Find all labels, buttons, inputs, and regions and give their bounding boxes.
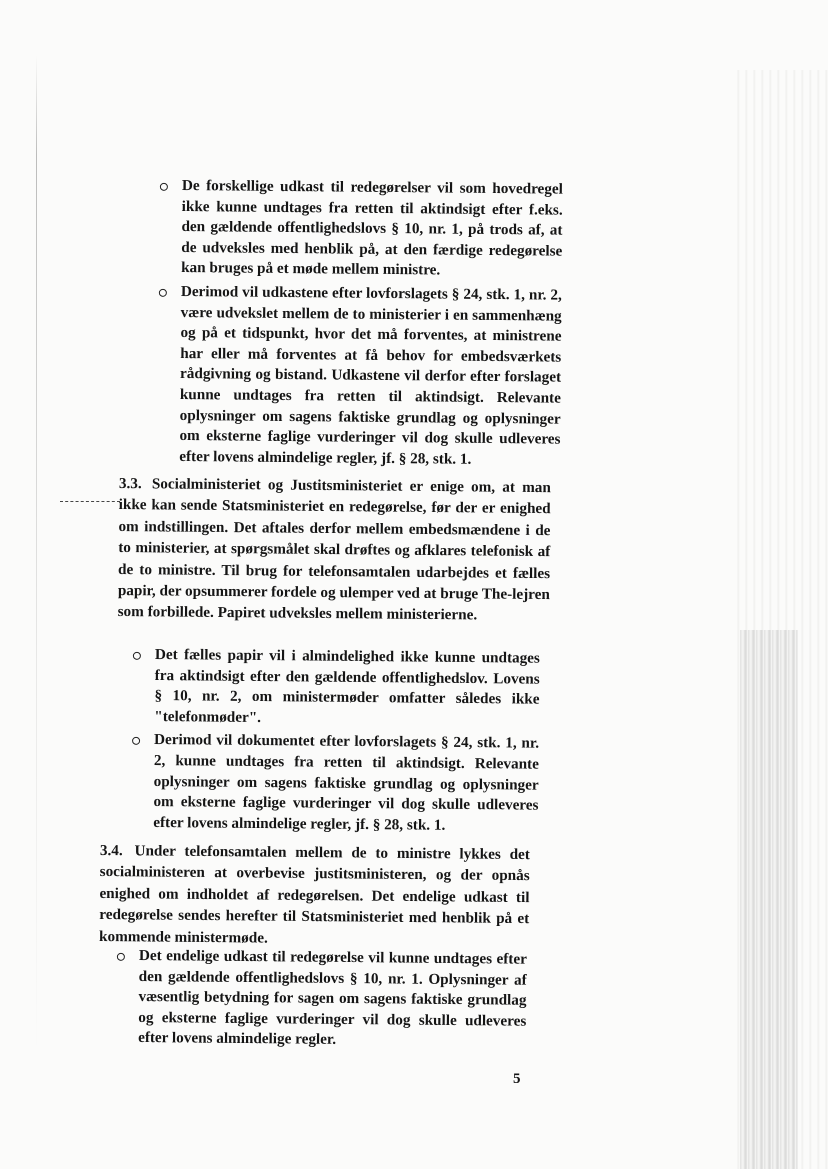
bullet-text: Derimod vil dokumentet efter lovforslagets § 24, stk. 1, nr. 2, kunne undtages fra retten til aktindsigt. Relevante oplysninger om sagens faktiske grundlag og oplysninger om eksterne faglige vurderinger vil dog skulle udleveres efter lovens almindelige regler, jf. § 28, stk. 1. bbox=[153, 731, 540, 834]
section-paragraph bbox=[118, 473, 551, 627]
bullet-icon bbox=[160, 183, 168, 191]
bullet-group-c bbox=[138, 946, 527, 1056]
section-paragraph bbox=[99, 840, 530, 951]
bullet-text: Derimod vil udkastene efter lovforslagets § 24, stk. 1, nr. 2, være udvekslet mellem de to ministerier i en sammenhæng og på et tidspunkt, hvor det må forventes, at ministrene har eller må forventes at få behov for embedsværkets rådgivning og bistand. Udkastene vil derfor efter forslaget kunne undtages fra retten til aktindsigt. Relevante oplysninger om sagens faktiske grundlag og oplysninger om eksterne faglige vurderinger vil dog skulle udleveres efter lovens almindelige regler, jf. § 28, stk. 1. bbox=[179, 282, 562, 468]
bullet-group-a bbox=[179, 176, 563, 474]
bullet-icon bbox=[117, 953, 125, 961]
section-3-3 bbox=[118, 473, 551, 627]
bullet-text: Det fælles papir vil i almindelighed ikke kunne undtages fra aktindsigt efter den gældende offentlighedslov. Lovens § 10, nr. 2, om ministermøder omfatter således ikke "telefonmøder". bbox=[154, 645, 540, 726]
bullet-group-b bbox=[153, 645, 540, 840]
bullet-item bbox=[154, 645, 540, 731]
section-number: 3.3. bbox=[118, 474, 142, 493]
page-number: 5 bbox=[513, 1071, 521, 1087]
bullet-icon bbox=[133, 652, 141, 660]
bullet-icon bbox=[159, 289, 167, 297]
section-text: Under telefonsamtalen mellem de to ministre lykkes det socialministeren at overbevise justitsministeren, og der opnås enighed om indholdet af redegørelsen. Det endelige udkast til redegørelse sendes herefter til Statsministeriet med henblik på et kommende ministermøde. bbox=[98, 842, 530, 947]
bullet-item bbox=[138, 946, 527, 1053]
bullet-item bbox=[153, 730, 539, 837]
section-text: Socialministeriet og Justitsministeriet er enige om, at man ikke kan sende Statsministeriet en redegørelse, før der er enighed om indstillingen. Det aftales derfor mellem embedsmændene i de to ministerier, at spørgsmålet skal drøftes og afklares telefonisk af de to ministre. Til brug for telefonsamtalen udarbejdes et fælles papir, der opsummerer fordele og ulemper ved at bruge The-lejren som forbillede. Papiret udveksles mellem ministerierne. bbox=[117, 475, 551, 624]
bullet-item bbox=[179, 282, 562, 471]
section-3-4 bbox=[99, 840, 530, 951]
section-number: 3.4. bbox=[99, 841, 123, 860]
bullet-text: De forskellige udkast til redegørelser vil som hovedregel ikke kunne undtages fra retten til aktindsigt efter f.eks. den gældende offentlighedslovs § 10, nr. 1, på trods af, at de udveksles med henblik på, at den færdige redegørelse kan bruges på et møde mellem ministre. bbox=[181, 176, 563, 279]
bullet-text: Det endelige udkast til redegørelse vil kunne undtages efter den gældende offentlighedslovs § 10, nr. 1. Oplysninger af væsentlig betydning for sagen om sagens faktiske grundlag og eksterne faglige vurderinger vil dog skulle udleveres efter lovens almindelige regler. bbox=[138, 946, 527, 1049]
bullet-item bbox=[181, 176, 563, 283]
bullet-icon bbox=[132, 737, 140, 745]
